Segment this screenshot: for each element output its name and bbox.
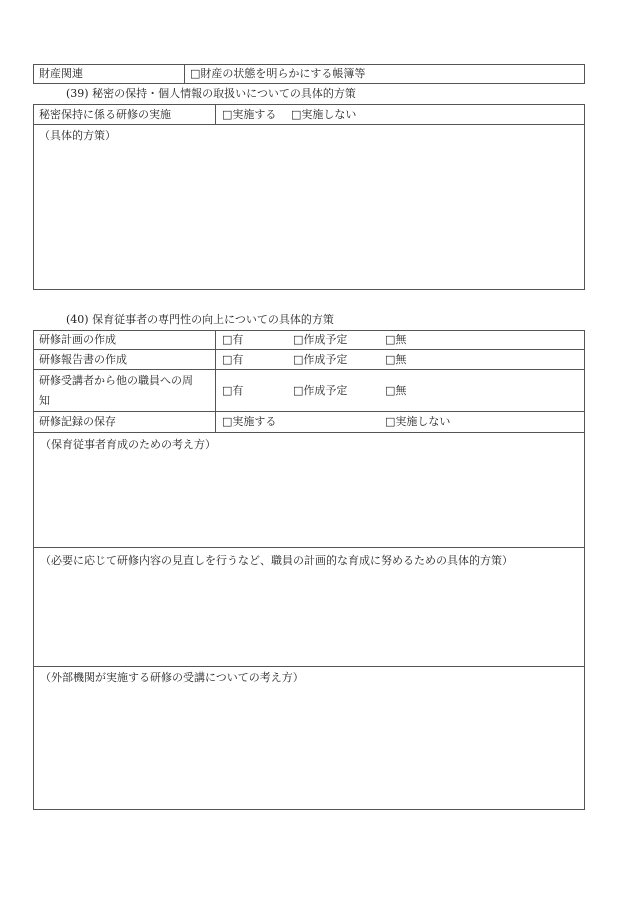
option-no[interactable]: □無 xyxy=(385,384,407,397)
training-plan-row xyxy=(33,330,585,350)
training-report-row xyxy=(33,349,585,370)
property-value: □財産の状態を明らかにする帳簿等 xyxy=(190,67,366,80)
training-review-box[interactable] xyxy=(33,547,585,667)
row-label-line2: 知 xyxy=(39,394,50,407)
row-options xyxy=(215,350,584,369)
confidentiality-training-options xyxy=(215,105,584,124)
row-options xyxy=(215,331,584,349)
section-40-heading: (40) 保育従事者の専門性の向上についての具体的方策 xyxy=(66,313,334,326)
row-label: 研修記録の保存 xyxy=(39,415,116,428)
external-training-label: （外部機関が実施する研修の受講についての考え方） xyxy=(40,671,304,684)
property-row xyxy=(33,64,585,84)
specific-measures-label: （具体的方策） xyxy=(39,129,116,142)
staff-development-box[interactable] xyxy=(33,432,585,548)
confidentiality-training-label: 秘密保持に係る研修の実施 xyxy=(39,108,171,121)
option-not-implement[interactable]: □実施しない xyxy=(291,108,357,121)
external-training-box[interactable] xyxy=(33,666,585,810)
option-planned[interactable]: □作成予定 xyxy=(293,353,348,366)
row-options xyxy=(215,412,584,432)
section-39-heading: (39) 秘密の保持・個人情報の取扱いについての具体的方策 xyxy=(66,87,356,100)
option-no[interactable]: □無 xyxy=(385,353,407,366)
staff-development-label: （保育従事者育成のための考え方） xyxy=(40,438,216,451)
option-implement[interactable]: □実施する xyxy=(222,415,277,428)
training-records-row xyxy=(33,411,585,433)
option-planned[interactable]: □作成予定 xyxy=(293,384,348,397)
option-planned[interactable]: □作成予定 xyxy=(293,333,348,346)
row-label-line1: 研修受講者から他の職員への周 xyxy=(39,374,193,387)
option-implement[interactable]: □実施する xyxy=(222,108,277,121)
row-label: 研修報告書の作成 xyxy=(39,353,127,366)
specific-measures-box[interactable] xyxy=(33,124,585,290)
option-no[interactable]: □無 xyxy=(385,333,407,346)
option-yes[interactable]: □有 xyxy=(222,384,244,397)
property-value-cell xyxy=(184,65,584,83)
training-review-label: （必要に応じて研修内容の見直しを行うなど、職員の計画的な育成に努めるための具体的方策） xyxy=(40,554,513,567)
option-yes[interactable]: □有 xyxy=(222,353,244,366)
training-share-row xyxy=(33,369,585,412)
row-options xyxy=(215,370,584,411)
row-label: 研修計画の作成 xyxy=(39,333,116,346)
option-yes[interactable]: □有 xyxy=(222,333,244,346)
option-not-implement[interactable]: □実施しない xyxy=(385,415,451,428)
confidentiality-training-row xyxy=(33,104,585,125)
property-label: 財産関連 xyxy=(39,67,83,80)
